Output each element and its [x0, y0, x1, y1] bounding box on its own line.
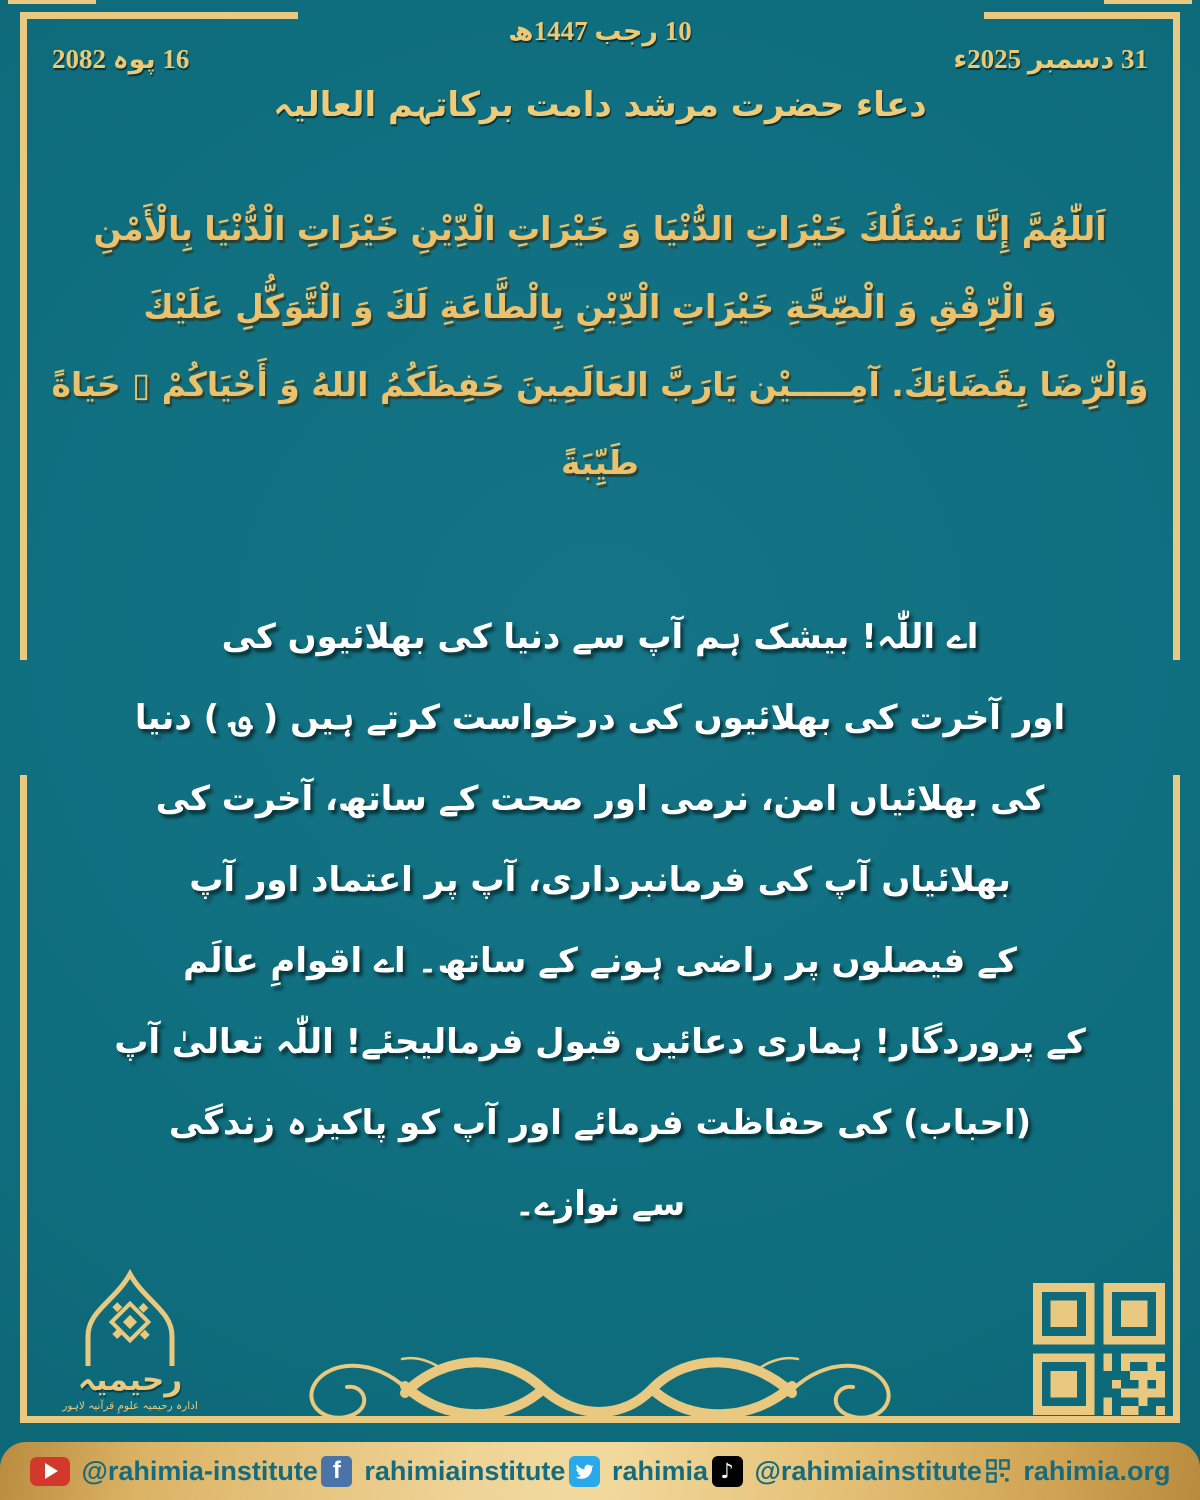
twitter-handle: rahimia	[611, 1455, 708, 1486]
website-url: rahimia.org	[1023, 1455, 1171, 1486]
youtube-icon	[30, 1457, 70, 1486]
tiktok-handle: @rahimiainstitute	[754, 1455, 982, 1486]
frame-right-lower	[1173, 775, 1180, 1423]
frame-top-sliver-left	[8, 0, 96, 4]
social-website[interactable]	[985, 1456, 1170, 1487]
arabic-prayer-block	[30, 190, 1170, 502]
qr-mini-icon	[985, 1458, 1011, 1484]
urdu-translation-line: سے نوازے۔	[514, 1184, 686, 1224]
urdu-translation-line: بھلائیاں آپ کی فرمانبرداری، آپ پر اعتماد اور آپ	[189, 860, 1011, 900]
frame-top-sliver-right	[1104, 0, 1192, 4]
tiktok-icon: ♪	[712, 1456, 743, 1487]
urdu-translation-line: کے فیصلوں پر راضی ہونے کے ساتھ۔ اے اقوامِ عالَم	[183, 941, 1017, 981]
logo-name: رحیمیہ	[77, 1362, 183, 1398]
logo-tagline: ادارہ رحیمیہ علومِ قرآنیہ لاہور	[62, 1400, 198, 1412]
urdu-translation-line: اے اللّٰہ! بیشک ہم آپ سے دنیا کی بھلائیوں کی	[221, 617, 979, 657]
gregorian-date: 31 دسمبر 2025ء	[953, 44, 1148, 74]
urdu-translation-line: (احباب) کی حفاظت فرمائے اور آپ کو پاکیزہ زندگی	[168, 1103, 1032, 1143]
poster-title: دعاء حضرت مرشد دامت برکاتہم العالیہ	[273, 85, 927, 125]
facebook-icon: f	[321, 1456, 352, 1487]
arabic-prayer-line: وَالْرِّضَا بِقَضَائِكَ. آمِـــــيْن يَارَبَّ العَالَمِينَ حَفِظَكُمُ اللهُ وَ أَحْيَاكُمْ ▯ حَيَاةً	[51, 365, 1149, 404]
social-youtube[interactable]	[30, 1456, 318, 1487]
social-twitter[interactable]	[569, 1456, 708, 1487]
footer-bar	[0, 1442, 1200, 1500]
facebook-handle: rahimiainstitute	[364, 1455, 566, 1486]
arabic-prayer-line: طَيِّبَةً	[560, 443, 640, 482]
urdu-translation-line: کی بھلائیاں امن، نرمی اور صحت کے ساتھ، آخرت کی	[155, 779, 1045, 819]
bikrami-date: 16 پوہ 2082	[52, 44, 190, 74]
hijri-date: 10 رجب 1447ھ	[508, 16, 692, 46]
urdu-translation-line: کے پروردگار! ہماری دعائیں قبول فرمالیجئے! اللّٰہ تعالیٰ آپ	[114, 1022, 1086, 1062]
social-facebook[interactable]	[321, 1456, 565, 1487]
mosque-arch-icon	[55, 1266, 205, 1366]
frame-left-lower	[20, 775, 27, 1423]
qr-code	[1033, 1283, 1165, 1415]
twitter-icon	[569, 1456, 600, 1487]
rahimia-logo	[45, 1266, 215, 1412]
flourish-divider-icon	[290, 1338, 910, 1438]
arabic-prayer-line: وَ الْرِّفْقِ وَ الْصِّحَّةِ خَيْرَاتِ الْدِّيْنِ بِالْطَّاعَةِ لَكَ وَ الْتَّوَكُّلِ عَلَيْكَ	[143, 287, 1057, 326]
social-tiktok[interactable]	[712, 1456, 982, 1487]
urdu-translation-line: اور آخرت کی بھلائیوں کی درخواست کرتے ہیں ( ؈ ) دنیا	[134, 698, 1066, 738]
arabic-prayer-line: اَللّٰهُمَّ إِنَّا نَسْئَلُكَ خَيْرَاتِ الدُّنْيَا وَ خَيْرَاتِ الْدِّيْنِ خَيْرَاتِ الْدُّنْيَا بِالْأَمْنِ	[93, 209, 1107, 248]
urdu-translation-block	[100, 597, 1100, 1245]
youtube-handle: @rahimia-institute	[81, 1455, 318, 1486]
